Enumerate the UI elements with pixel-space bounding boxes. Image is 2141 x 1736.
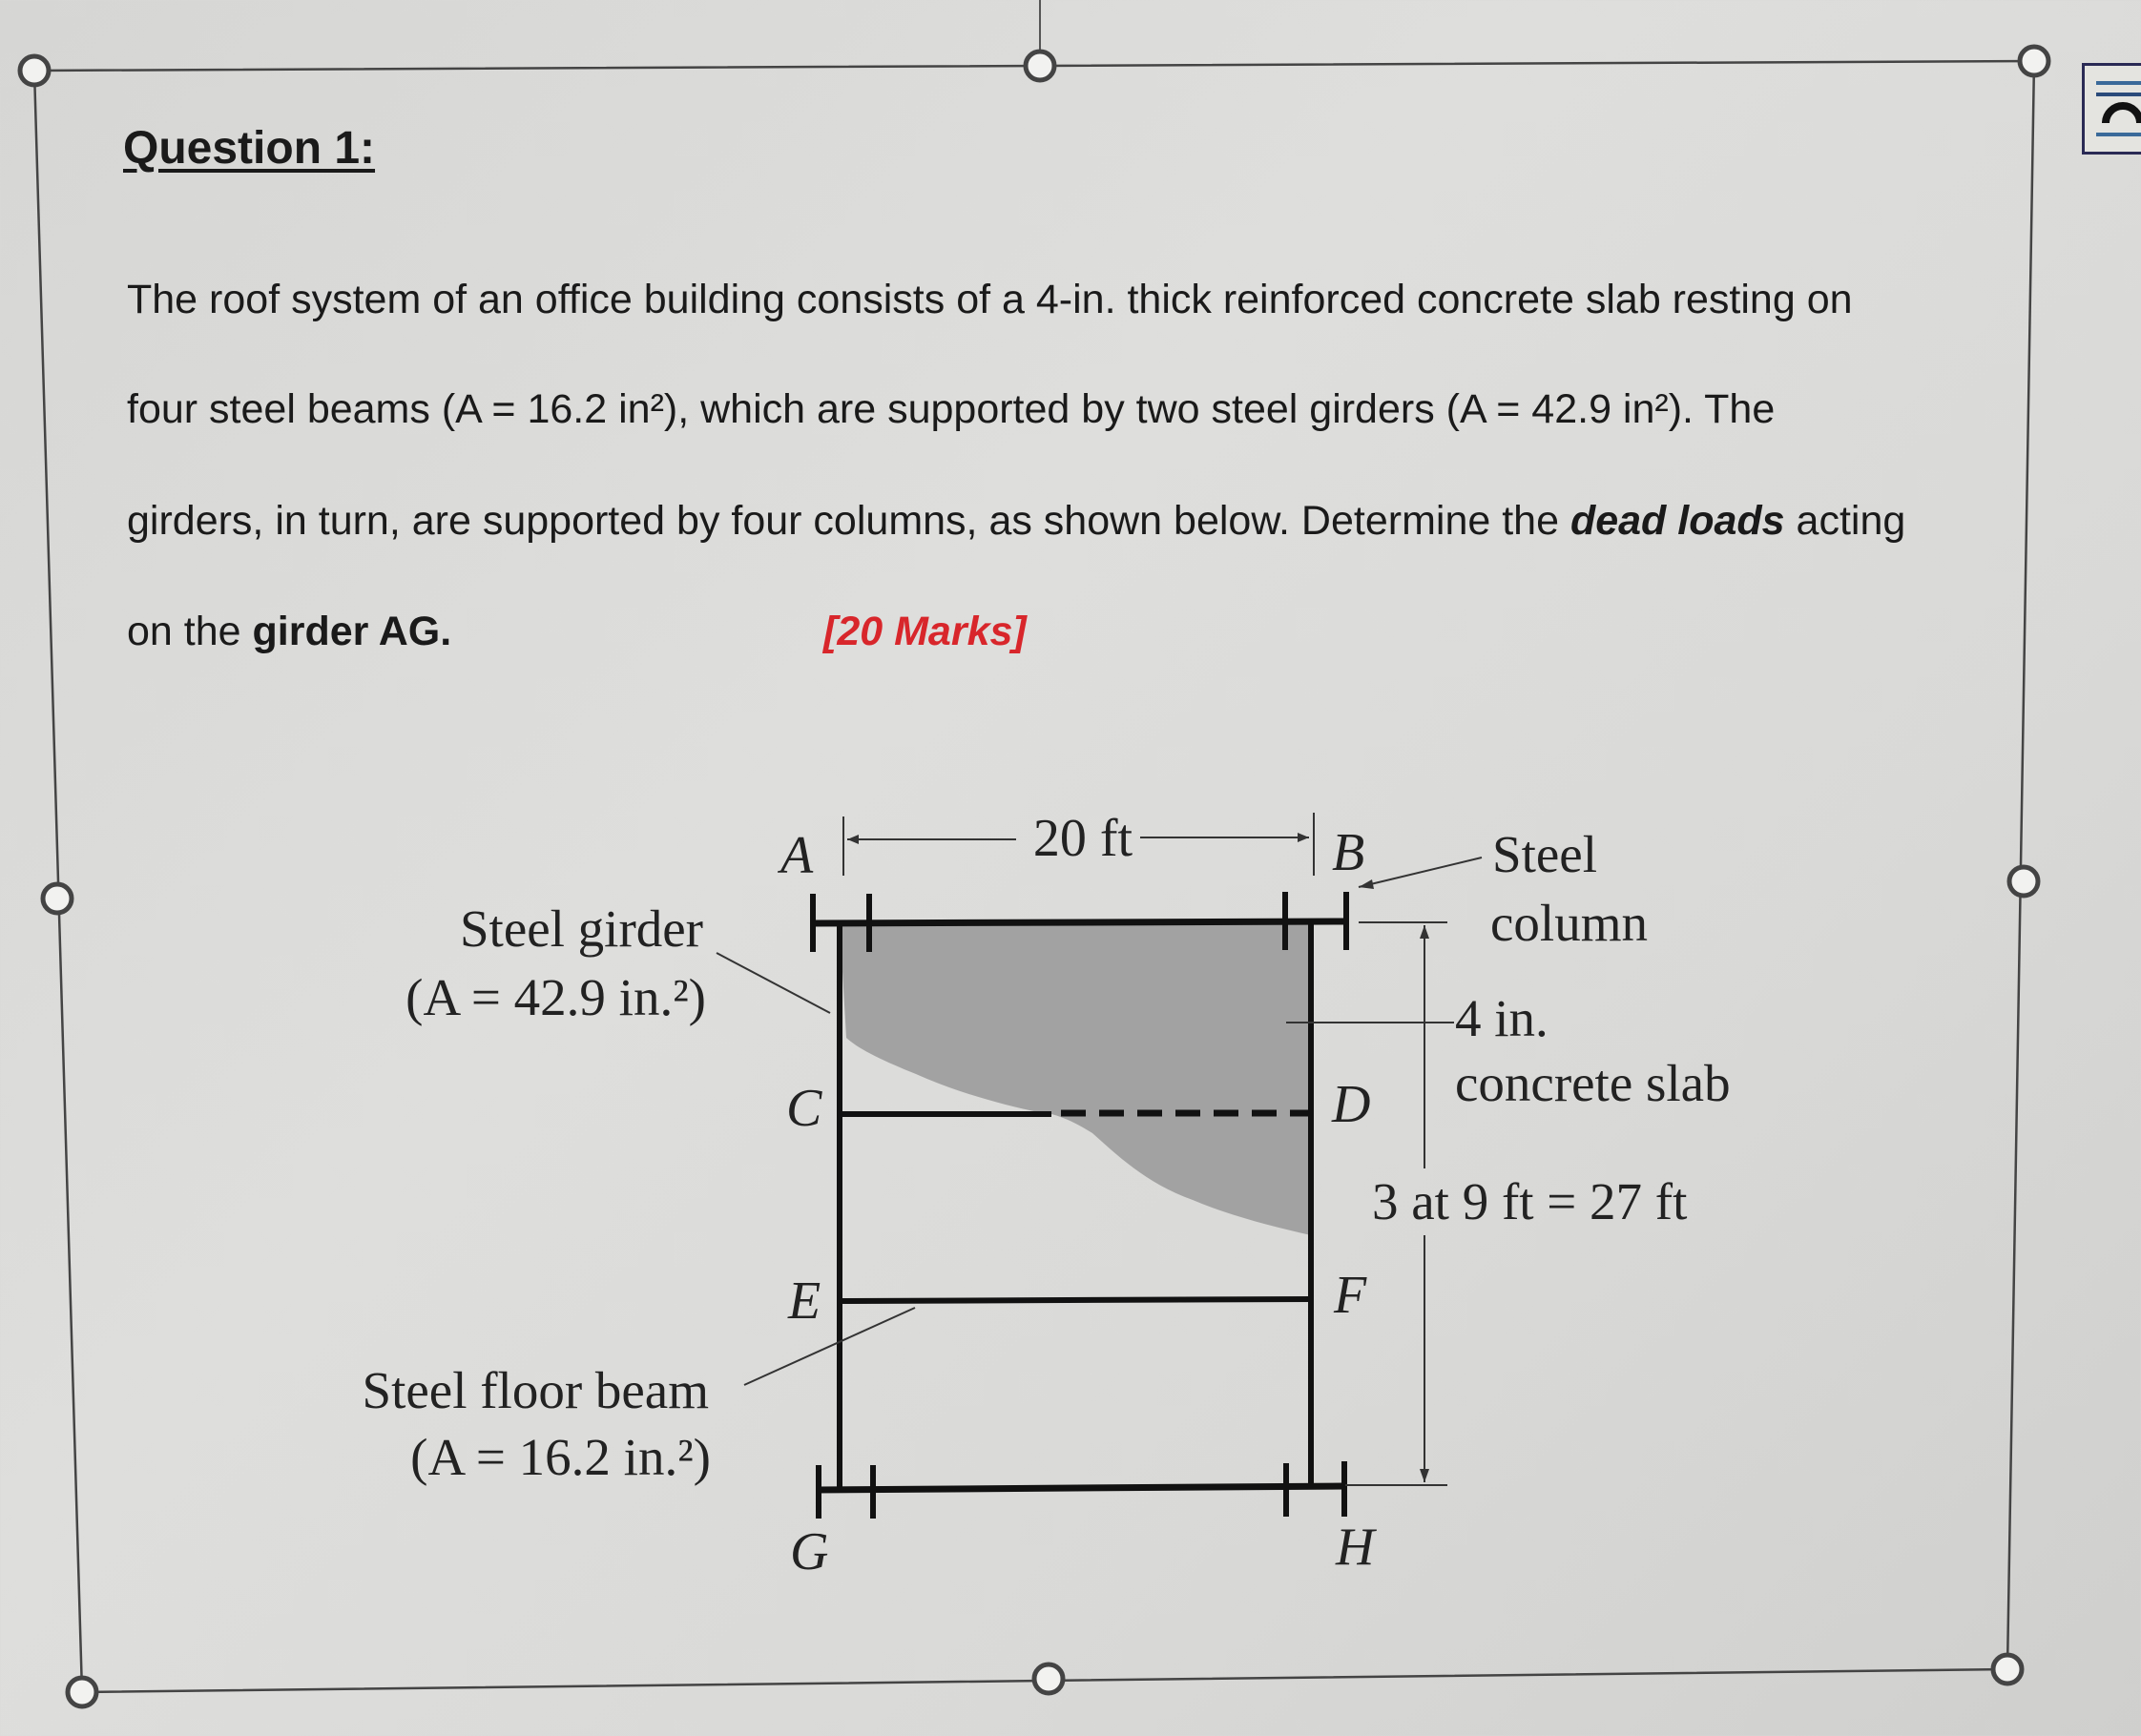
girder-ab xyxy=(811,921,1347,923)
on-the-text: on the xyxy=(127,609,253,654)
label-b: B xyxy=(1332,823,1365,882)
label-d: D xyxy=(1332,1075,1371,1134)
girder-ag-emphasis: girder AG. xyxy=(252,609,452,654)
arrow-right-icon xyxy=(1298,833,1309,842)
label-g: G xyxy=(790,1522,829,1581)
column-label-2: column xyxy=(1490,894,1648,952)
slab-label-1: 4 in. xyxy=(1455,989,1549,1047)
column-label-1: Steel xyxy=(1492,825,1597,883)
column-leader xyxy=(1359,858,1482,887)
question-line-1: The roof system of an office building consists of a 4-in. thick reinforced concrete slab resting on xyxy=(127,277,1853,322)
depth-label: 3 at 9 ft = 27 ft xyxy=(1372,1172,1688,1230)
acting-text: acting xyxy=(1784,498,1906,544)
beam-label: Steel floor beam xyxy=(362,1361,709,1419)
arrow-left-icon xyxy=(847,835,859,844)
arrow-down-icon xyxy=(1420,1469,1429,1482)
marks-label: [20 Marks] xyxy=(823,609,1027,654)
arrow-up-icon xyxy=(1420,925,1429,939)
question-line-3-text: girders, in turn, are supported by four columns, as shown below. Determine the xyxy=(127,498,1559,544)
slab-label-2: concrete slab xyxy=(1455,1054,1731,1112)
label-e: E xyxy=(788,1271,821,1331)
label-h: H xyxy=(1336,1518,1375,1577)
beam-ef xyxy=(840,1299,1311,1301)
girder-leader xyxy=(717,953,830,1013)
girder-label: Steel girder xyxy=(459,899,703,958)
beam-area: (A = 16.2 in.²) xyxy=(410,1428,711,1486)
question-line-2: four steel beams (A = 16.2 in²), which are supported by two steel girders (A = 42.9 in²). The xyxy=(127,386,1776,432)
question-title: Question 1: xyxy=(123,123,376,174)
label-a: A xyxy=(780,826,814,885)
label-f: F xyxy=(1334,1266,1367,1325)
beam-leader xyxy=(744,1308,915,1385)
girder-gh xyxy=(817,1486,1345,1490)
dead-loads-emphasis: dead loads xyxy=(1569,498,1785,544)
span-label: 20 ft xyxy=(1032,809,1133,868)
concrete-slab-shading xyxy=(840,921,1311,1235)
girder-area: (A = 42.9 in.²) xyxy=(405,968,706,1026)
label-c: C xyxy=(786,1079,822,1138)
